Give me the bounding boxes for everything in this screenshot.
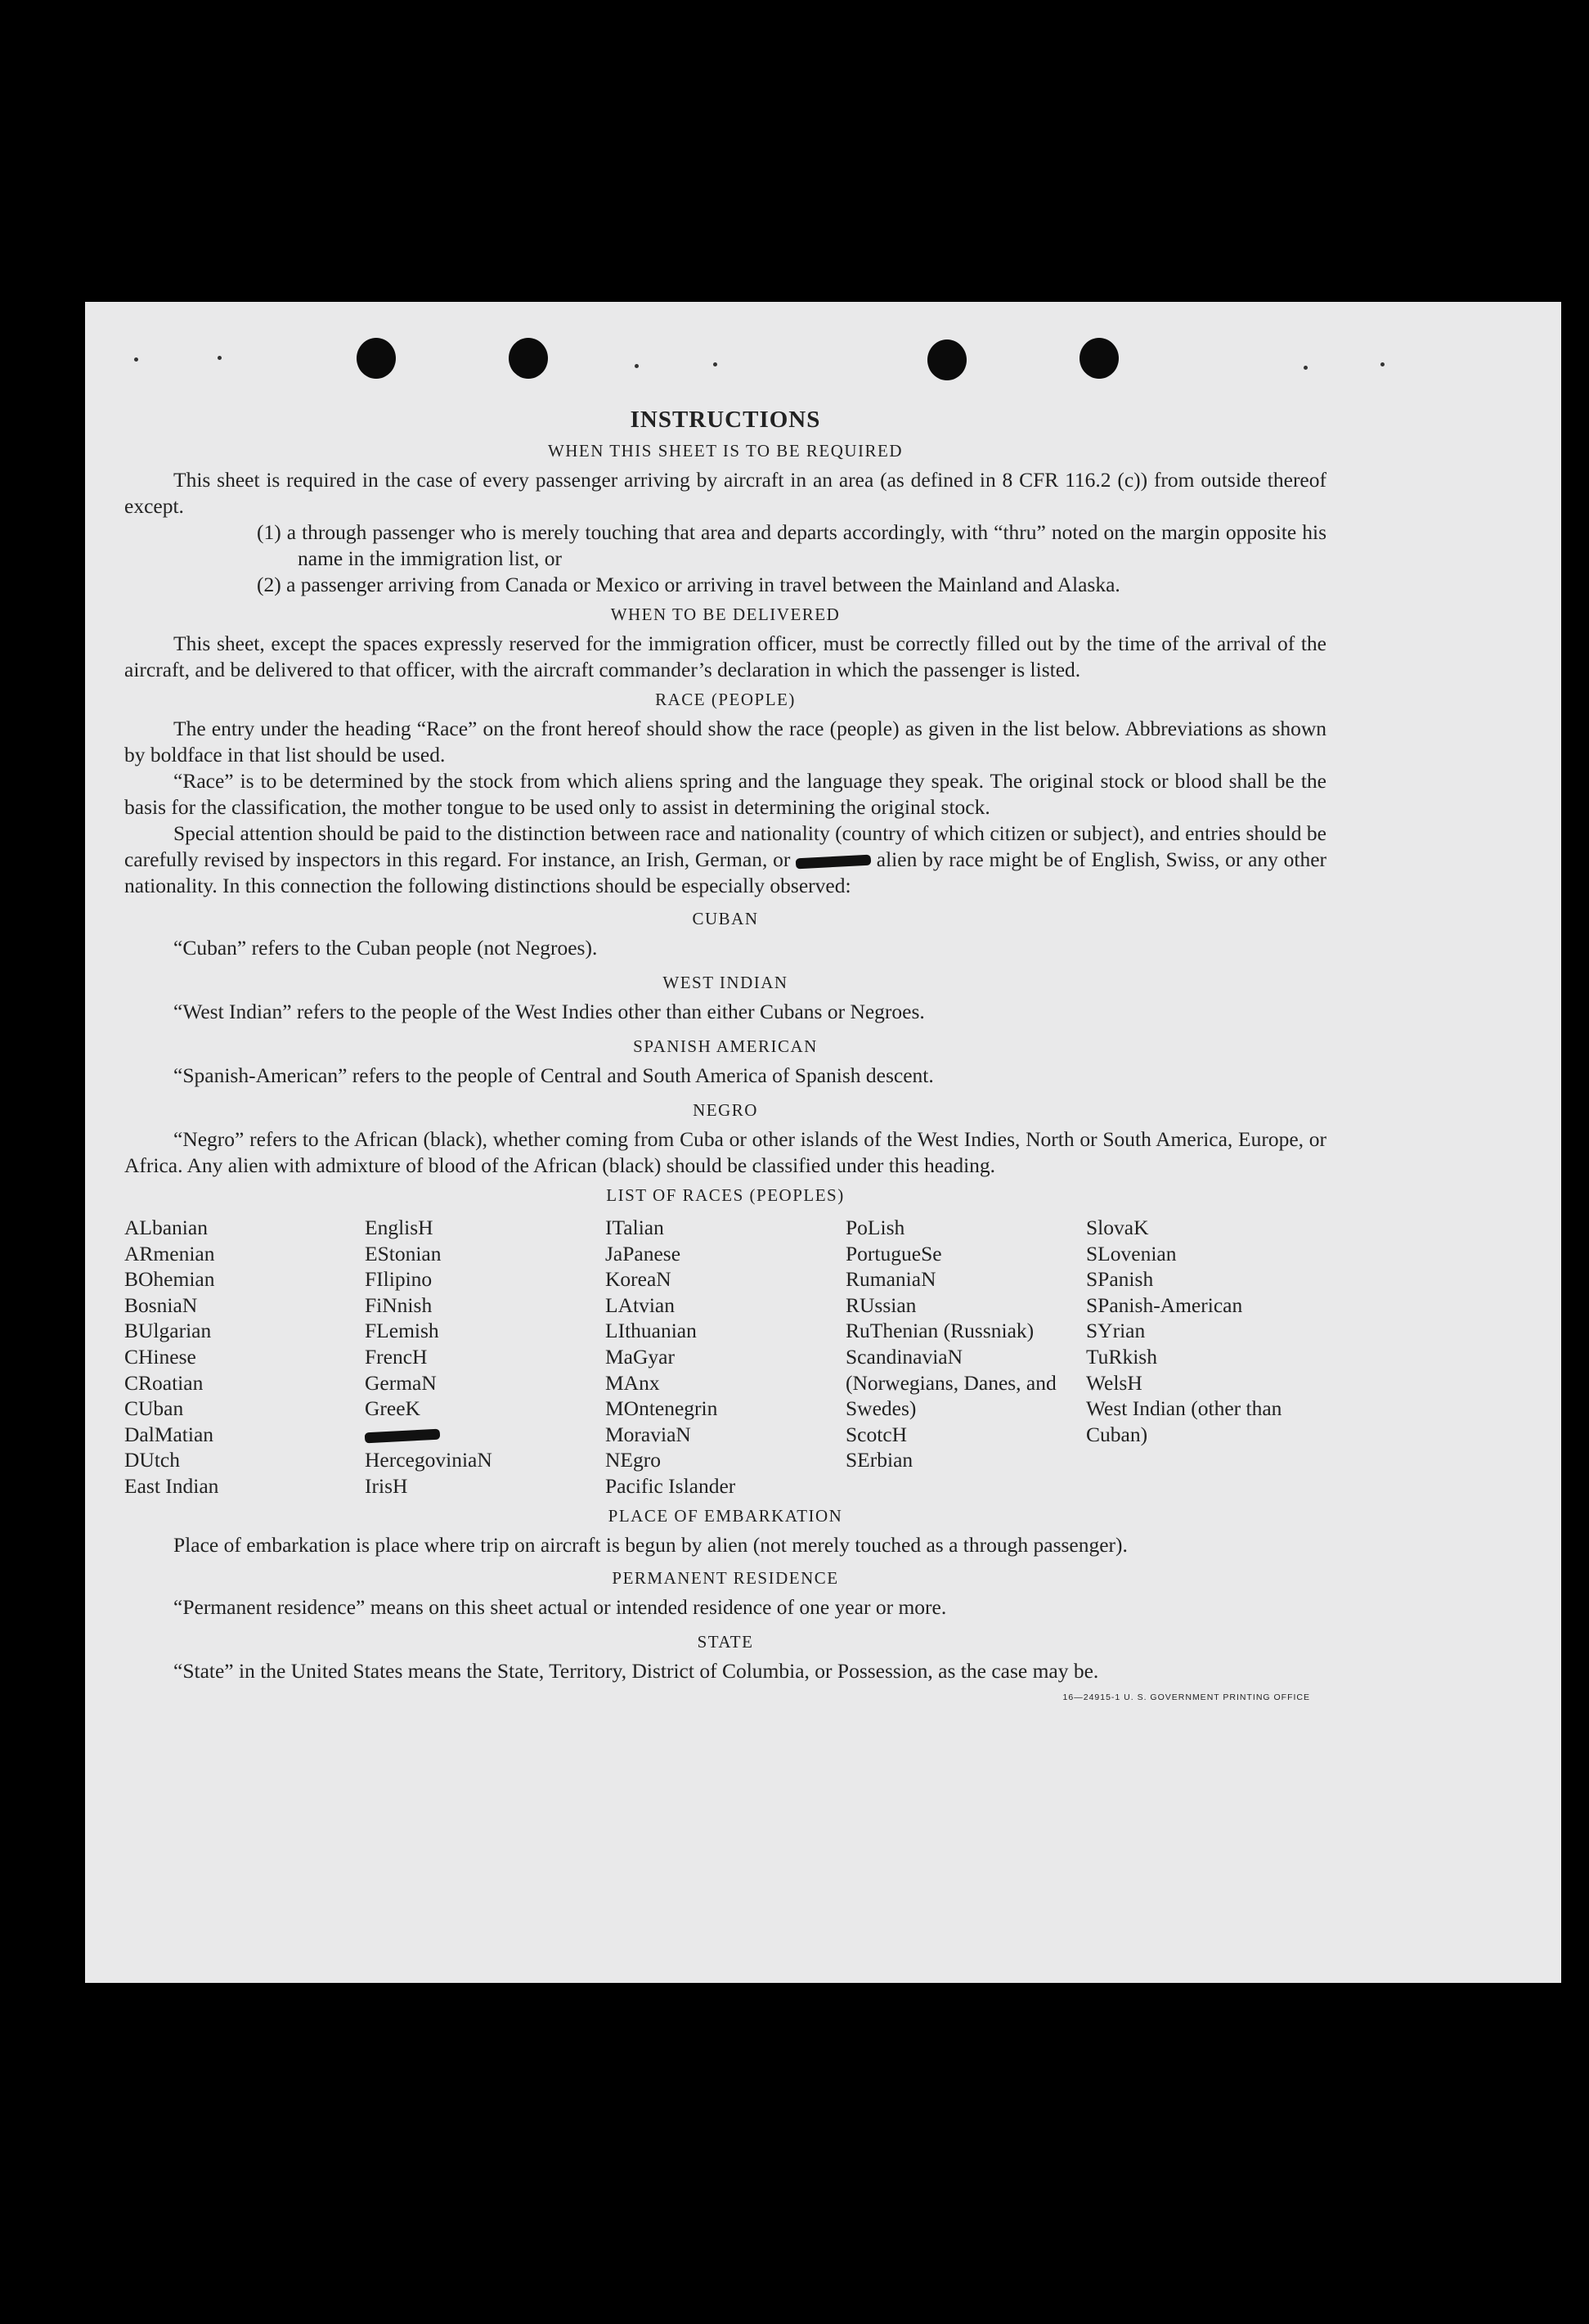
paragraph: “State” in the United States means the State, Territory, District of Columbia, or Possession, as the case may be. bbox=[173, 1658, 1099, 1683]
paragraph: “Permanent residence” means on this sheet actual or intended residence of one year or more. bbox=[173, 1594, 947, 1619]
paragraph: This sheet, except the spaces expressly reserved for the immigration officer, must be correctly filled out by the time of the arrival of the aircraft, and be delivered to that officer, with the aircraft commander’s declaration in which the passenger is listed. bbox=[124, 632, 1326, 681]
race-item: SYrian bbox=[1086, 1319, 1146, 1343]
race-item: FrencH bbox=[365, 1344, 428, 1369]
race-item: HercegoviniaN bbox=[365, 1448, 492, 1472]
speck bbox=[218, 356, 222, 360]
section-heading: WHEN THIS SHEET IS TO BE REQUIRED bbox=[547, 441, 904, 461]
race-item: SPanish bbox=[1086, 1267, 1154, 1292]
race-item: CRoatian bbox=[124, 1370, 204, 1395]
race-item: RuThenian (Russniak) bbox=[846, 1319, 1035, 1343]
speck bbox=[1304, 366, 1308, 370]
race-item: MOntenegrin bbox=[605, 1396, 718, 1421]
redaction-mark bbox=[365, 1429, 441, 1444]
paragraph: This sheet is required in the case of every passenger arriving by aircraft in an area (as defined in 8 CFR 116.2 (c)) from outside thereof except. bbox=[124, 468, 1326, 518]
race-item: ScandinaviaN (Norwegians, Danes, and Swedes) bbox=[846, 1344, 1057, 1421]
punch-hole bbox=[927, 339, 967, 380]
race-item: GreeK bbox=[365, 1396, 420, 1421]
punch-hole bbox=[509, 338, 548, 379]
paragraph: The entry under the heading “Race” on the front hereof should show the race (people) as given in the list below. Abbreviations as shown by boldface in that list should be used. bbox=[124, 717, 1326, 766]
race-column bbox=[846, 1215, 1086, 1499]
section-heading: STATE bbox=[697, 1631, 754, 1652]
race-item: PoLish bbox=[846, 1216, 905, 1239]
section-heading: CUBAN bbox=[692, 909, 759, 928]
race-item: SPanish-American bbox=[1086, 1292, 1243, 1317]
race-item: JaPanese bbox=[605, 1241, 681, 1265]
race-item: RUssian bbox=[846, 1292, 917, 1317]
race-item: MoraviaN bbox=[605, 1422, 691, 1446]
race-item: TuRkish bbox=[1086, 1344, 1157, 1369]
race-item: BosniaN bbox=[124, 1292, 198, 1317]
paragraph: “Negro” refers to the African (black), whether coming from Cuba or other islands of the West Indies, North or South America, Europe, or Africa. Any alien with admixture of blood of the African (black) should be classified under this heading. bbox=[124, 1127, 1326, 1177]
race-item: DUtch bbox=[124, 1448, 180, 1472]
item-number: (2) bbox=[257, 573, 281, 596]
paragraph: “Cuban” refers to the Cuban people (not Negroes). bbox=[173, 936, 598, 960]
printing-imprint: 16—24915-1 U. S. GOVERNMENT PRINTING OFFICE bbox=[1062, 1692, 1310, 1702]
text: Special attention should be paid to the distinction between race and nationality (country of which citizen or subject), and entries should be carefully revised by inspectors in this regard. For instance, an Irish, German, or bbox=[124, 821, 1326, 871]
instructions-content bbox=[124, 407, 1326, 1710]
race-item: ALbanian bbox=[124, 1216, 208, 1239]
text: alien by race might be of English, Swiss, or any other nationality. In this connection the following distinctions should be especially observed: bbox=[124, 847, 1327, 897]
race-item: East Indian bbox=[124, 1473, 219, 1498]
race-item: KoreaN bbox=[605, 1267, 671, 1292]
race-item: ARmenian bbox=[124, 1241, 215, 1265]
speck bbox=[635, 364, 639, 368]
race-item: WelsH bbox=[1086, 1370, 1142, 1395]
race-column bbox=[124, 1215, 365, 1499]
race-item: IrisH bbox=[365, 1473, 408, 1498]
race-item: LIthuanian bbox=[605, 1319, 697, 1343]
section-heading: PLACE OF EMBARKATION bbox=[608, 1505, 843, 1526]
race-item: SErbian bbox=[846, 1448, 913, 1472]
section-heading: RACE (PEOPLE) bbox=[655, 690, 796, 709]
race-column bbox=[365, 1215, 605, 1499]
item-number: (1) bbox=[257, 520, 281, 544]
race-item: EStonian bbox=[365, 1241, 442, 1265]
race-item: MaGyar bbox=[605, 1344, 675, 1369]
section-heading: NEGRO bbox=[693, 1100, 758, 1120]
race-item: PortugueSe bbox=[846, 1241, 942, 1265]
list-item bbox=[124, 572, 1326, 598]
race-item: ITalian bbox=[605, 1216, 664, 1239]
race-item: NEgro bbox=[605, 1448, 661, 1472]
paragraph: “Spanish-American” refers to the people of Central and South America of Spanish descent. bbox=[173, 1063, 934, 1087]
race-item: SlovaK bbox=[1086, 1216, 1149, 1239]
list-item bbox=[124, 519, 1326, 572]
race-item: CUban bbox=[124, 1396, 184, 1421]
paragraph: Place of embarkation is place where trip on aircraft is begun by alien (not merely touched as a through passenger). bbox=[173, 1532, 1128, 1557]
race-item: GermaN bbox=[365, 1370, 437, 1395]
speck bbox=[713, 362, 717, 366]
section-heading: WEST INDIAN bbox=[662, 973, 788, 992]
paragraph bbox=[124, 820, 1326, 899]
speck bbox=[1380, 362, 1385, 366]
race-item: LAtvian bbox=[605, 1292, 675, 1317]
race-column bbox=[605, 1215, 846, 1499]
race-item: West Indian (other than Cuban) bbox=[1086, 1396, 1282, 1446]
redaction-mark bbox=[796, 854, 872, 869]
footer bbox=[124, 1684, 1326, 1710]
section-heading: WHEN TO BE DELIVERED bbox=[610, 605, 841, 624]
race-list bbox=[124, 1215, 1326, 1499]
race-item: CHinese bbox=[124, 1344, 196, 1369]
race-item: FIlipino bbox=[365, 1267, 433, 1292]
race-item: RumaniaN bbox=[846, 1267, 936, 1292]
section-heading: LIST OF RACES (PEOPLES) bbox=[606, 1185, 845, 1205]
race-column bbox=[1086, 1215, 1326, 1499]
item-text: a passenger arriving from Canada or Mexico or arriving in travel between the Mainland and Alaska. bbox=[286, 573, 1120, 596]
section-heading: PERMANENT RESIDENCE bbox=[612, 1567, 839, 1588]
page-title: INSTRUCTIONS bbox=[630, 407, 821, 433]
race-item: Pacific Islander bbox=[605, 1473, 736, 1498]
section-heading: SPANISH AMERICAN bbox=[633, 1036, 818, 1056]
paragraph: “West Indian” refers to the people of the West Indies other than either Cubans or Negroes. bbox=[173, 1000, 925, 1023]
race-item: BUlgarian bbox=[124, 1319, 212, 1343]
document-sheet bbox=[85, 302, 1561, 1983]
race-item: FiNnish bbox=[365, 1292, 433, 1317]
race-item: ScotcH bbox=[846, 1422, 908, 1446]
paragraph: “Race” is to be determined by the stock from which aliens spring and the language they speak. The original stock or blood shall be the basis for the classification, the mother tongue to be used only to assist in determining the original stock. bbox=[124, 769, 1326, 819]
punch-hole bbox=[1080, 338, 1119, 379]
race-item: FLemish bbox=[365, 1319, 439, 1343]
race-item: MAnx bbox=[605, 1370, 660, 1395]
race-item: BOhemian bbox=[124, 1267, 215, 1292]
item-text: a through passenger who is merely touching that area and departs accordingly, with “thru” noted on the margin opposite his name in the immigration list, or bbox=[286, 520, 1326, 570]
race-item: SLovenian bbox=[1086, 1241, 1177, 1265]
race-item-redacted bbox=[365, 1422, 605, 1448]
punch-hole bbox=[357, 338, 396, 379]
race-item: EnglisH bbox=[365, 1216, 433, 1239]
speck bbox=[134, 357, 138, 362]
race-item: DalMatian bbox=[124, 1422, 214, 1446]
